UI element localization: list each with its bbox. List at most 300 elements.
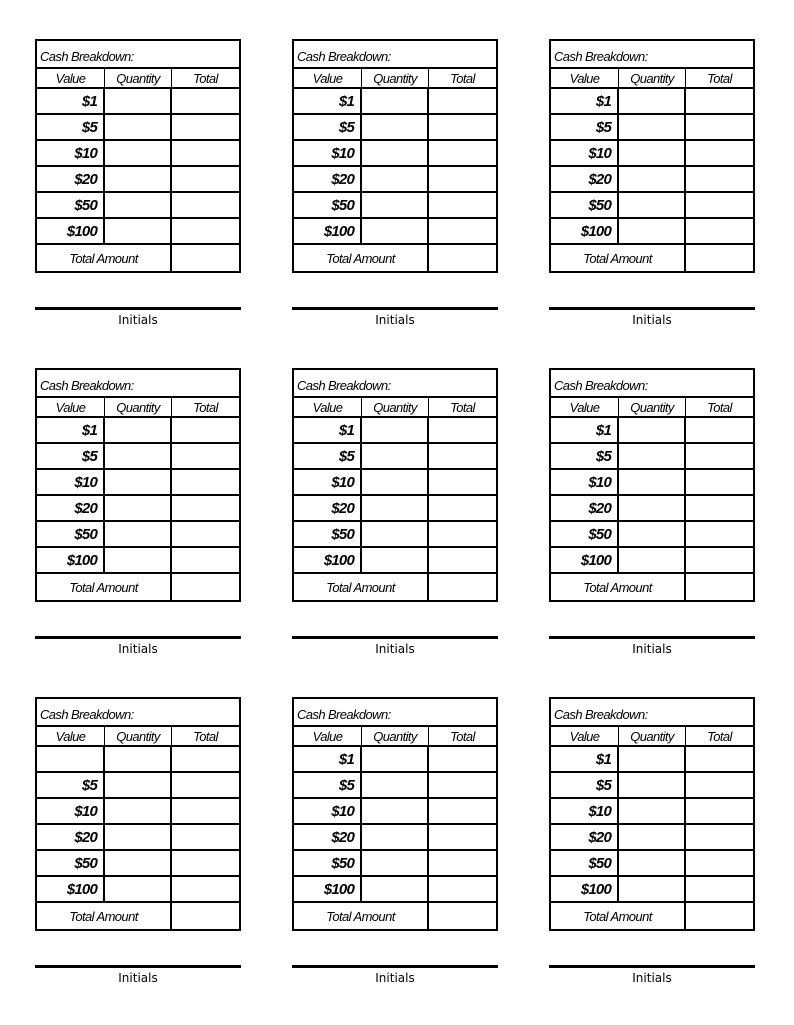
total-amount-label: Total Amount xyxy=(37,903,172,929)
denomination-value: $5 xyxy=(37,444,105,468)
quantity-cell[interactable] xyxy=(619,747,686,771)
header-quantity: Quantity xyxy=(619,398,686,416)
initials-label: Initials xyxy=(118,971,158,985)
quantity-cell[interactable] xyxy=(619,89,686,113)
denomination-value: $10 xyxy=(37,141,105,165)
total-cell[interactable] xyxy=(429,773,496,797)
total-cell[interactable] xyxy=(686,219,753,243)
denomination-row xyxy=(294,115,496,141)
denomination-row xyxy=(37,799,239,825)
denomination-value: $5 xyxy=(294,773,362,797)
denomination-value: $10 xyxy=(37,470,105,494)
denomination-row xyxy=(551,193,753,219)
total-amount-label: Total Amount xyxy=(551,903,686,929)
quantity-cell[interactable] xyxy=(105,825,172,849)
total-cell[interactable] xyxy=(172,115,239,139)
total-cell[interactable] xyxy=(429,799,496,823)
quantity-cell[interactable] xyxy=(362,773,429,797)
quantity-cell[interactable] xyxy=(362,115,429,139)
quantity-cell[interactable] xyxy=(105,89,172,113)
denomination-value: $10 xyxy=(37,799,105,823)
total-cell[interactable] xyxy=(686,418,753,442)
header-quantity: Quantity xyxy=(105,69,172,87)
denomination-row xyxy=(37,851,239,877)
denomination-value: $100 xyxy=(37,219,105,243)
total-cell[interactable] xyxy=(429,89,496,113)
total-cell[interactable] xyxy=(429,418,496,442)
total-cell[interactable] xyxy=(686,470,753,494)
denomination-row xyxy=(551,444,753,470)
total-cell[interactable] xyxy=(686,496,753,520)
initials-line[interactable] xyxy=(292,636,498,639)
total-cell[interactable] xyxy=(686,522,753,546)
total-amount-row xyxy=(551,574,753,600)
cash-breakdown-table xyxy=(292,39,498,273)
denomination-value: $20 xyxy=(551,167,619,191)
denomination-value: $50 xyxy=(294,522,362,546)
denomination-value: $100 xyxy=(37,548,105,572)
total-cell[interactable] xyxy=(172,851,239,875)
initials-label: Initials xyxy=(375,642,415,656)
denomination-row xyxy=(37,219,239,245)
header-total: Total xyxy=(193,70,218,86)
denomination-value: $10 xyxy=(551,141,619,165)
total-cell[interactable] xyxy=(172,548,239,572)
total-amount-cell[interactable] xyxy=(429,245,496,271)
denomination-value: $50 xyxy=(294,851,362,875)
total-cell[interactable] xyxy=(172,418,239,442)
total-cell[interactable] xyxy=(429,548,496,572)
total-amount-cell[interactable] xyxy=(686,245,753,271)
total-cell[interactable] xyxy=(172,522,239,546)
header-quantity: Quantity xyxy=(362,727,429,745)
total-cell[interactable] xyxy=(429,115,496,139)
header-quantity: Quantity xyxy=(619,69,686,87)
denomination-value: $50 xyxy=(551,522,619,546)
total-amount-row xyxy=(37,574,239,600)
denomination-row xyxy=(551,167,753,193)
denomination-value xyxy=(37,747,105,771)
quantity-cell[interactable] xyxy=(362,747,429,771)
total-cell[interactable] xyxy=(172,89,239,113)
quantity-cell[interactable] xyxy=(362,851,429,875)
quantity-cell[interactable] xyxy=(362,219,429,243)
total-cell[interactable] xyxy=(172,167,239,191)
total-amount-label: Total Amount xyxy=(294,903,429,929)
table-title: Cash Breakdown: xyxy=(37,699,239,727)
quantity-cell[interactable] xyxy=(362,496,429,520)
total-cell[interactable] xyxy=(172,193,239,217)
total-cell[interactable] xyxy=(686,825,753,849)
table-title: Cash Breakdown: xyxy=(294,41,496,69)
total-amount-row xyxy=(294,903,496,929)
quantity-cell[interactable] xyxy=(105,747,172,771)
quantity-cell[interactable] xyxy=(362,877,429,901)
denomination-row xyxy=(37,193,239,219)
quantity-cell[interactable] xyxy=(105,470,172,494)
denomination-value: $20 xyxy=(294,825,362,849)
quantity-cell[interactable] xyxy=(619,825,686,849)
denomination-value: $20 xyxy=(551,496,619,520)
table-title: Cash Breakdown: xyxy=(37,370,239,398)
total-cell[interactable] xyxy=(686,141,753,165)
initials-line[interactable] xyxy=(549,965,755,968)
quantity-cell[interactable] xyxy=(105,496,172,520)
table-header xyxy=(551,398,753,418)
denomination-row xyxy=(551,851,753,877)
header-value: Value xyxy=(294,69,362,87)
denomination-value: $20 xyxy=(37,496,105,520)
denomination-value: $10 xyxy=(551,470,619,494)
denomination-row xyxy=(551,773,753,799)
header-quantity: Quantity xyxy=(362,69,429,87)
denomination-value: $100 xyxy=(551,219,619,243)
total-cell[interactable] xyxy=(429,470,496,494)
denomination-row xyxy=(294,470,496,496)
denomination-row xyxy=(37,444,239,470)
header-total: Total xyxy=(450,728,475,744)
quantity-cell[interactable] xyxy=(362,548,429,572)
quantity-cell[interactable] xyxy=(619,219,686,243)
denomination-value: $10 xyxy=(294,141,362,165)
quantity-cell[interactable] xyxy=(619,444,686,468)
header-quantity: Quantity xyxy=(105,398,172,416)
total-amount-row xyxy=(294,574,496,600)
total-amount-cell[interactable] xyxy=(686,903,753,929)
total-cell[interactable] xyxy=(172,877,239,901)
total-amount-row xyxy=(551,245,753,271)
denomination-value: $10 xyxy=(294,799,362,823)
quantity-cell[interactable] xyxy=(105,877,172,901)
table-title: Cash Breakdown: xyxy=(551,370,753,398)
total-cell[interactable] xyxy=(429,825,496,849)
header-value: Value xyxy=(37,69,105,87)
initials-line[interactable] xyxy=(35,636,241,639)
cash-breakdown-table xyxy=(292,368,498,602)
denomination-value: $100 xyxy=(294,877,362,901)
denomination-value: $1 xyxy=(551,418,619,442)
table-header xyxy=(37,398,239,418)
denomination-value: $5 xyxy=(294,115,362,139)
total-cell[interactable] xyxy=(172,773,239,797)
quantity-cell[interactable] xyxy=(619,115,686,139)
quantity-cell[interactable] xyxy=(362,825,429,849)
cash-breakdown-card xyxy=(549,697,755,985)
denomination-row xyxy=(294,799,496,825)
table-header xyxy=(294,69,496,89)
total-cell[interactable] xyxy=(686,89,753,113)
denomination-value: $5 xyxy=(37,115,105,139)
total-cell[interactable] xyxy=(172,219,239,243)
quantity-cell[interactable] xyxy=(362,167,429,191)
total-cell[interactable] xyxy=(429,219,496,243)
denomination-value: $1 xyxy=(551,89,619,113)
total-cell[interactable] xyxy=(429,496,496,520)
denomination-row xyxy=(294,418,496,444)
total-amount-row xyxy=(294,245,496,271)
total-cell[interactable] xyxy=(686,773,753,797)
quantity-cell[interactable] xyxy=(619,193,686,217)
denomination-value: $20 xyxy=(294,496,362,520)
denomination-row xyxy=(37,167,239,193)
cash-breakdown-table xyxy=(549,368,755,602)
denomination-row xyxy=(294,522,496,548)
initials-line[interactable] xyxy=(292,307,498,310)
cash-breakdown-table xyxy=(292,697,498,931)
initials-line[interactable] xyxy=(35,965,241,968)
quantity-cell[interactable] xyxy=(105,851,172,875)
total-cell[interactable] xyxy=(172,470,239,494)
quantity-cell[interactable] xyxy=(619,877,686,901)
total-amount-row xyxy=(551,903,753,929)
total-cell[interactable] xyxy=(172,141,239,165)
denomination-value: $10 xyxy=(294,470,362,494)
table-title: Cash Breakdown: xyxy=(294,370,496,398)
cash-breakdown-card xyxy=(35,697,241,985)
denomination-row xyxy=(551,219,753,245)
total-cell[interactable] xyxy=(429,851,496,875)
total-cell[interactable] xyxy=(172,825,239,849)
header-total: Total xyxy=(450,70,475,86)
denomination-value: $1 xyxy=(294,418,362,442)
denomination-row xyxy=(294,825,496,851)
denomination-row xyxy=(551,418,753,444)
denomination-row xyxy=(294,193,496,219)
quantity-cell[interactable] xyxy=(362,89,429,113)
denomination-value: $5 xyxy=(551,115,619,139)
quantity-cell[interactable] xyxy=(105,219,172,243)
cash-breakdown-table xyxy=(35,697,241,931)
initials-line[interactable] xyxy=(549,307,755,310)
quantity-cell[interactable] xyxy=(619,470,686,494)
quantity-cell[interactable] xyxy=(362,418,429,442)
denomination-row xyxy=(37,115,239,141)
total-amount-label: Total Amount xyxy=(551,245,686,271)
table-title: Cash Breakdown: xyxy=(551,41,753,69)
denomination-row xyxy=(37,747,239,773)
denomination-row xyxy=(551,496,753,522)
cash-breakdown-card xyxy=(35,368,241,656)
denomination-row xyxy=(294,444,496,470)
header-quantity: Quantity xyxy=(362,398,429,416)
quantity-cell[interactable] xyxy=(362,470,429,494)
denomination-value: $1 xyxy=(551,747,619,771)
total-cell[interactable] xyxy=(686,115,753,139)
denomination-row xyxy=(294,219,496,245)
initials-label: Initials xyxy=(375,971,415,985)
total-cell[interactable] xyxy=(172,444,239,468)
cash-breakdown-table xyxy=(549,39,755,273)
cash-breakdown-card xyxy=(549,368,755,656)
header-quantity: Quantity xyxy=(105,727,172,745)
total-cell[interactable] xyxy=(172,496,239,520)
total-cell[interactable] xyxy=(172,747,239,771)
quantity-cell[interactable] xyxy=(105,193,172,217)
denomination-value: $1 xyxy=(294,747,362,771)
total-amount-label: Total Amount xyxy=(551,574,686,600)
total-cell[interactable] xyxy=(686,167,753,191)
quantity-cell[interactable] xyxy=(105,773,172,797)
total-amount-cell[interactable] xyxy=(172,245,239,271)
header-total: Total xyxy=(707,399,732,415)
denomination-row xyxy=(37,522,239,548)
cash-breakdown-table xyxy=(549,697,755,931)
denomination-row xyxy=(294,496,496,522)
total-cell[interactable] xyxy=(429,444,496,468)
header-value: Value xyxy=(294,398,362,416)
denomination-row xyxy=(294,877,496,903)
header-value: Value xyxy=(551,69,619,87)
denomination-row xyxy=(551,522,753,548)
header-total: Total xyxy=(193,399,218,415)
initials-line[interactable] xyxy=(549,636,755,639)
denomination-value: $10 xyxy=(551,799,619,823)
denomination-value: $20 xyxy=(294,167,362,191)
quantity-cell[interactable] xyxy=(619,522,686,546)
total-cell[interactable] xyxy=(686,548,753,572)
total-cell[interactable] xyxy=(686,799,753,823)
denomination-value: $5 xyxy=(37,773,105,797)
denomination-value: $50 xyxy=(551,193,619,217)
total-cell[interactable] xyxy=(686,851,753,875)
denomination-value: $100 xyxy=(294,548,362,572)
table-title: Cash Breakdown: xyxy=(551,699,753,727)
quantity-cell[interactable] xyxy=(619,496,686,520)
header-value: Value xyxy=(37,727,105,745)
total-cell[interactable] xyxy=(686,877,753,901)
denomination-row xyxy=(294,851,496,877)
header-total: Total xyxy=(707,728,732,744)
initials-label: Initials xyxy=(632,642,672,656)
denomination-value: $20 xyxy=(37,825,105,849)
header-value: Value xyxy=(551,727,619,745)
total-cell[interactable] xyxy=(172,799,239,823)
initials-label: Initials xyxy=(118,642,158,656)
header-value: Value xyxy=(294,727,362,745)
total-cell[interactable] xyxy=(429,522,496,546)
cash-breakdown-card xyxy=(549,39,755,327)
total-amount-cell[interactable] xyxy=(172,903,239,929)
quantity-cell[interactable] xyxy=(105,115,172,139)
quantity-cell[interactable] xyxy=(619,799,686,823)
total-cell[interactable] xyxy=(429,747,496,771)
total-cell[interactable] xyxy=(686,444,753,468)
denomination-row xyxy=(551,470,753,496)
denomination-value: $20 xyxy=(551,825,619,849)
quantity-cell[interactable] xyxy=(105,167,172,191)
table-header xyxy=(551,69,753,89)
cash-breakdown-card xyxy=(292,697,498,985)
quantity-cell[interactable] xyxy=(105,548,172,572)
cash-breakdown-table xyxy=(35,368,241,602)
denomination-row xyxy=(37,470,239,496)
table-header xyxy=(37,69,239,89)
denomination-value: $100 xyxy=(551,548,619,572)
denomination-value: $5 xyxy=(551,444,619,468)
denomination-value: $50 xyxy=(37,522,105,546)
total-cell[interactable] xyxy=(686,193,753,217)
quantity-cell[interactable] xyxy=(362,799,429,823)
denomination-row xyxy=(37,773,239,799)
denomination-row xyxy=(37,418,239,444)
table-title: Cash Breakdown: xyxy=(37,41,239,69)
quantity-cell[interactable] xyxy=(362,193,429,217)
denomination-row xyxy=(551,89,753,115)
quantity-cell[interactable] xyxy=(362,444,429,468)
cash-breakdown-card xyxy=(292,39,498,327)
initials-line[interactable] xyxy=(35,307,241,310)
quantity-cell[interactable] xyxy=(105,141,172,165)
denomination-value: $20 xyxy=(37,167,105,191)
total-amount-cell[interactable] xyxy=(686,574,753,600)
initials-label: Initials xyxy=(118,313,158,327)
total-amount-label: Total Amount xyxy=(294,574,429,600)
denomination-row xyxy=(294,548,496,574)
total-amount-cell[interactable] xyxy=(172,574,239,600)
total-cell[interactable] xyxy=(429,193,496,217)
header-total: Total xyxy=(707,70,732,86)
denomination-value: $100 xyxy=(37,877,105,901)
quantity-cell[interactable] xyxy=(105,799,172,823)
denomination-value: $1 xyxy=(294,89,362,113)
total-amount-label: Total Amount xyxy=(294,245,429,271)
table-header xyxy=(37,727,239,747)
table-header xyxy=(294,398,496,418)
header-value: Value xyxy=(551,398,619,416)
denomination-row xyxy=(294,141,496,167)
denomination-row xyxy=(37,141,239,167)
denomination-value: $50 xyxy=(551,851,619,875)
denomination-value: $50 xyxy=(37,851,105,875)
header-total: Total xyxy=(193,728,218,744)
denomination-row xyxy=(294,167,496,193)
denomination-row xyxy=(551,115,753,141)
quantity-cell[interactable] xyxy=(105,444,172,468)
initials-label: Initials xyxy=(632,971,672,985)
quantity-cell[interactable] xyxy=(619,851,686,875)
quantity-cell[interactable] xyxy=(619,167,686,191)
cash-breakdown-table xyxy=(35,39,241,273)
initials-line[interactable] xyxy=(292,965,498,968)
denomination-row xyxy=(37,89,239,115)
total-cell[interactable] xyxy=(429,877,496,901)
total-cell[interactable] xyxy=(429,141,496,165)
total-amount-cell[interactable] xyxy=(429,903,496,929)
quantity-cell[interactable] xyxy=(619,548,686,572)
denomination-value: $50 xyxy=(294,193,362,217)
total-amount-row xyxy=(37,245,239,271)
denomination-value: $50 xyxy=(37,193,105,217)
quantity-cell[interactable] xyxy=(619,418,686,442)
header-quantity: Quantity xyxy=(619,727,686,745)
denomination-row xyxy=(551,548,753,574)
quantity-cell[interactable] xyxy=(619,141,686,165)
denomination-row xyxy=(37,877,239,903)
denomination-value: $100 xyxy=(294,219,362,243)
total-cell[interactable] xyxy=(429,167,496,191)
total-amount-cell[interactable] xyxy=(429,574,496,600)
quantity-cell[interactable] xyxy=(362,141,429,165)
quantity-cell[interactable] xyxy=(619,773,686,797)
quantity-cell[interactable] xyxy=(362,522,429,546)
quantity-cell[interactable] xyxy=(105,522,172,546)
denomination-row xyxy=(294,89,496,115)
denomination-row xyxy=(37,825,239,851)
total-cell[interactable] xyxy=(686,747,753,771)
cash-breakdown-card xyxy=(35,39,241,327)
table-header xyxy=(294,727,496,747)
quantity-cell[interactable] xyxy=(105,418,172,442)
